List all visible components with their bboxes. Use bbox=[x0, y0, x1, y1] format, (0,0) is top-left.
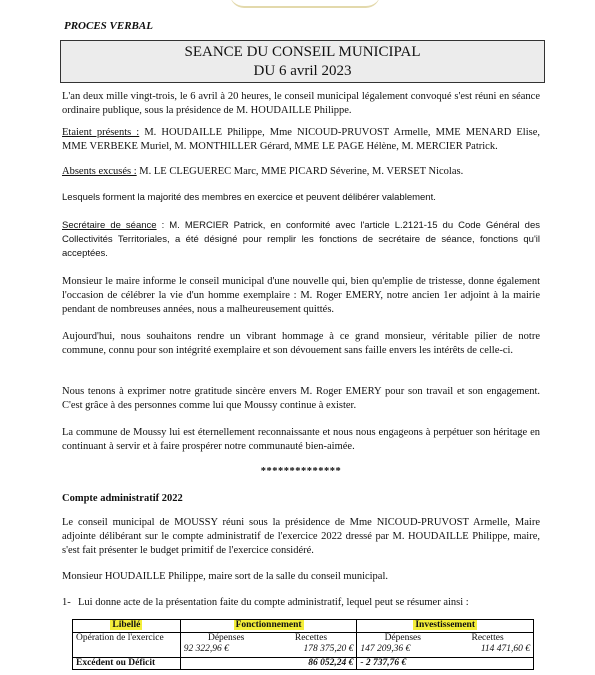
header-fonctionnement: Fonctionnement bbox=[180, 620, 357, 633]
header-logo-arc bbox=[230, 0, 380, 8]
secretaire-label: Secrétaire de séance bbox=[62, 220, 157, 231]
presents-list: M. HOUDAILLE Philippe, Mme NICOUD-PRUVOST Armelle, MME MENARD Elise, MME VERBEKE Muriel, M. MONTHILLER Gérard, MME LE PAGE Hélène, M. MERCIER Patrick. bbox=[62, 127, 541, 152]
header-investissement: Investissement bbox=[357, 620, 534, 633]
item-text: Lui donne acte de la présentation faite du compte administratif, lequel peut se résumer ainsi : bbox=[78, 597, 469, 608]
f-depenses-value: 92 322,96 € bbox=[183, 644, 229, 654]
i-resultat-value: - 2 737,76 € bbox=[357, 658, 534, 670]
header-libelle: Libellé bbox=[73, 620, 181, 633]
row-label-operation: Opération de l'exercice bbox=[73, 633, 181, 658]
excuses-paragraph bbox=[62, 165, 540, 179]
i-recettes-value: 114 471,60 € bbox=[480, 644, 530, 654]
page-subtitle-date: DU 6 avril 2023 bbox=[253, 63, 352, 79]
excuses-label: Absents excusés : bbox=[62, 166, 137, 177]
title-box bbox=[60, 40, 545, 83]
table-header-row bbox=[73, 620, 534, 633]
hommage-paragraph-4: La commune de Moussy lui est éternellement reconnaissante et nous nous engageons à perpétuer son héritage en continuant à servir et à faire prospérer notre communauté bien-aimée. bbox=[62, 427, 540, 452]
table-row bbox=[73, 658, 534, 670]
row-label-resultat: Excédent ou Déficit bbox=[73, 658, 181, 670]
hommage-paragraph-1: Monsieur le maire informe le conseil municipal d'une nouvelle qui, bien qu'emplie de tristesse, donne également l'occasion de célébrer la vie d'un homme exemplaire : M. Roger EMERY, notre ancien 1er adjoint à la mairie pendant de nombreuses années, nous a malheureusement quittés. bbox=[62, 276, 540, 315]
cell-fonctionnement bbox=[180, 633, 357, 658]
compte-paragraph-2: Monsieur HOUDAILLE Philippe, maire sort de la salle du conseil municipal. bbox=[62, 571, 389, 582]
excuses-list: M. LE CLEGUEREC Marc, MME PICARD Séverine, M. VERSET Nicolas. bbox=[136, 166, 464, 177]
table-row bbox=[73, 633, 534, 658]
secretaire-paragraph bbox=[62, 219, 540, 261]
secretaire-text: : M. MERCIER Patrick, en conformité avec l'article L.2121-15 du Code Général des Collectivités Territoriales, a été désigné pour remplir les fonctions de secrétaire de séance, fonctions qu'il acceptées. bbox=[62, 220, 541, 259]
presents-paragraph bbox=[62, 126, 540, 154]
sub-recettes: Recettes bbox=[471, 633, 504, 643]
document-label: PROCES VERBAL bbox=[64, 20, 153, 32]
separator: ************** bbox=[260, 466, 342, 477]
sub-depenses: Dépenses bbox=[207, 633, 245, 643]
financial-table bbox=[72, 619, 534, 670]
item-number: 1- bbox=[62, 597, 71, 608]
page-title: SEANCE DU CONSEIL MUNICIPAL bbox=[184, 44, 421, 60]
majorite-paragraph: Lesquels forment la majorité des membres en exercice et peuvent délibérer valablement. bbox=[62, 192, 436, 203]
sub-depenses: Dépenses bbox=[384, 633, 421, 643]
intro-paragraph: L'an deux mille vingt-trois, le 6 avril à 20 heures, le conseil municipal légalement convoqué s'est réuni en séance ordinaire publique, sous la présidence de M. HOUDAILLE Philippe. bbox=[62, 91, 540, 116]
i-depenses-value: 147 209,36 € bbox=[360, 644, 411, 654]
compte-heading: Compte administratif 2022 bbox=[62, 493, 183, 504]
sub-recettes: Recettes bbox=[294, 633, 328, 643]
cell-investissement bbox=[357, 633, 534, 658]
presents-label: Etaient présents : bbox=[62, 127, 140, 138]
hommage-paragraph-2: Aujourd'hui, nous souhaitons rendre un vibrant hommage à ce grand monsieur, véritable pilier de notre commune, connu pour son intégrité exemplaire et son dévouement sans faille envers les intérêts de celle-ci. bbox=[62, 331, 540, 356]
f-resultat-value: 86 052,24 € bbox=[180, 658, 357, 670]
f-recettes-value: 178 375,20 € bbox=[303, 644, 354, 654]
hommage-paragraph-3: Nous tenons à exprimer notre gratitude sincère envers M. Roger EMERY pour son travail et son engagement. C'est grâce à des personnes comme lui que Moussy continue à exister. bbox=[62, 386, 540, 411]
compte-item-1 bbox=[62, 596, 540, 610]
compte-paragraph-1: Le conseil municipal de MOUSSY réuni sous la présidence de Mme NICOUD-PRUVOST Armelle, Maire adjointe délibérant sur le compte administratif de l'exercice 2022 dressé par M. HOUDAILLE Philippe, maire, s'est fait présenter le budget primitif de l'exercice considéré. bbox=[62, 517, 540, 556]
